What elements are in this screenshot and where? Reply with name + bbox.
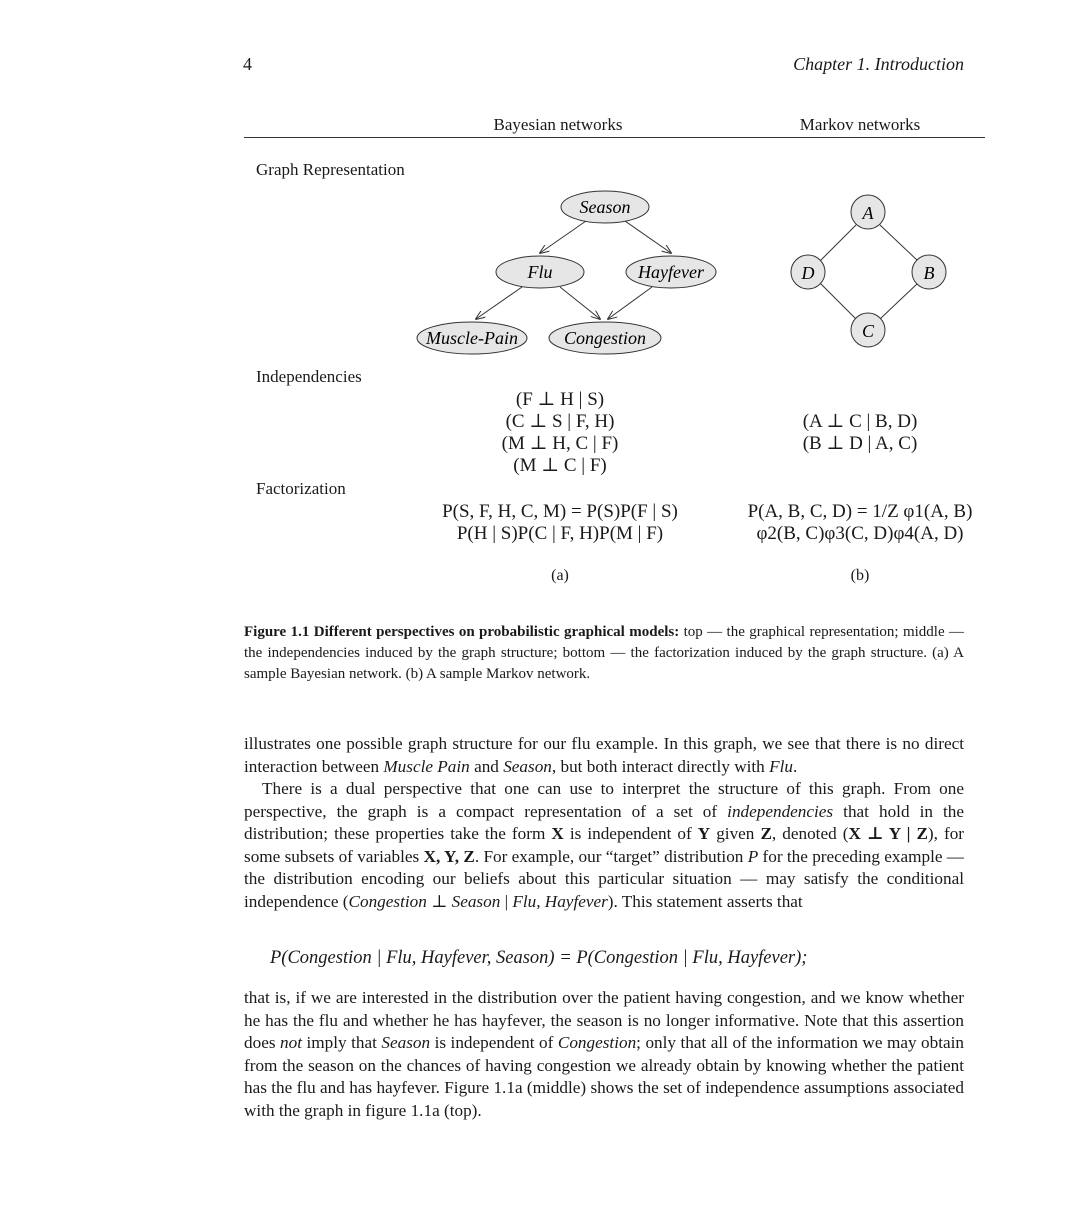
display-equation: P(Congestion | Flu, Hayfever, Season) = P(Congestion | Flu, Hayfever); [270, 948, 808, 968]
bayes-independency: (F ⊥ H | S) [515, 389, 605, 410]
markov-independency: (A ⊥ C | B, D) [802, 411, 918, 432]
column-head-markov: Markov networks [799, 115, 921, 134]
body-paragraph-3: that is, if we are interested in the distribution over the patient having congestion, and we know whether he has the flu and whether he has hayfever, the season is no longer informative. Note that this assertion does not imply that Season is independent of Congestion; only that all of the information we may obtain from the season on the chances of having congestion we already obtain by knowing whether the patient has the flu and has hayfever. Figure 1.1a (middle) shows the set of independence assumptions associated with the graph in figure 1.1a (top). [244, 988, 965, 1120]
node-b [912, 255, 946, 289]
node-flu-label: Flu [527, 262, 553, 282]
markov-independencies [745, 411, 975, 455]
node-a [851, 195, 885, 229]
edge-hayfever-congestion [608, 287, 652, 319]
edge-season-flu [540, 221, 586, 253]
caption-body: top — the graphical representation; middle — the independencies induced by the graph structure; bottom — the factorization induced by the graph structure. (a) A sample Bayesian network. (b) A sample Markov network. [244, 624, 964, 682]
bayes-factorization-line: P(H | S)P(C | F, H)P(M | F) [456, 523, 664, 544]
edge-season-hayfever [625, 221, 671, 253]
node-muscle-pain [417, 322, 527, 354]
bayes-independencies [440, 389, 680, 477]
row-label-factorization: Factorization [256, 479, 346, 498]
edge-d-c [820, 283, 856, 319]
edge-a-d [820, 225, 856, 261]
markov-factorization-line: φ2(B, C)φ3(C, D)φ4(A, D) [756, 523, 964, 544]
subfigure-label-a: (a) [551, 567, 569, 584]
node-season [561, 191, 649, 223]
node-d-label: D [801, 263, 815, 283]
bayes-factorization [405, 501, 715, 545]
figure-graphs [0, 0, 1080, 380]
subfigure-label-b: (b) [850, 567, 870, 584]
edge-a-b [880, 225, 918, 261]
body-paragraph-1: illustrates one possible graph structure for our flu example. In this graph, we see that there is no direct interaction between Muscle Pain and Season, but both interact directly with Flu. [244, 734, 964, 776]
bayes-factorization-line: P(S, F, H, C, M) = P(S)P(F | S) [442, 501, 678, 522]
body-paragraph-2: There is a dual perspective that one can use to interpret the structure of this graph. From one perspective, the graph is a compact representation of a set of independencies that hold in the distribution; these properties take the form X is independent of Y given Z, denoted (X ⊥ Y | Z), for some subsets of variables X, Y, Z. For example, our “target” distribution P for the preceding example — the distribution encoding our beliefs about this particular situation — may satisfy the conditional independence (Congestion ⊥ Season | Flu, Hayfever). This statement asserts that [244, 779, 965, 911]
caption-head: Figure 1.1 Different perspectives on probabilistic graphical models: [244, 624, 680, 640]
node-muscle-pain-label: Muscle-Pain [426, 328, 518, 348]
row-label-independencies: Independencies [256, 367, 362, 386]
node-d [791, 255, 825, 289]
node-b-label: B [923, 263, 935, 283]
node-congestion-label: Congestion [563, 328, 647, 348]
node-hayfever-label: Hayfever [638, 262, 704, 282]
markov-factorization-line: P(A, B, C, D) = 1/Z φ1(A, B) [747, 501, 973, 522]
node-hayfever [626, 256, 716, 288]
bayes-independency: (M ⊥ C | F) [513, 455, 607, 476]
node-flu [496, 256, 584, 288]
bayes-independency: (M ⊥ H, C | F) [501, 433, 619, 454]
node-season-label: Season [579, 197, 631, 217]
node-congestion [549, 322, 661, 354]
node-c [851, 313, 885, 347]
edge-flu-musclepain [476, 287, 522, 319]
edge-flu-congestion [560, 287, 600, 319]
node-a-label: A [862, 203, 874, 223]
edge-b-c [880, 283, 918, 319]
row-label-graph: Graph Representation [256, 160, 405, 179]
bayes-independency: (C ⊥ S | F, H) [505, 411, 615, 432]
markov-factorization [730, 501, 990, 545]
node-c-label: C [861, 321, 875, 341]
running-head: Chapter 1. Introduction [793, 54, 964, 74]
page-number: 4 [243, 54, 252, 74]
markov-independency: (B ⊥ D | A, C) [802, 433, 918, 454]
figure-caption [244, 622, 964, 685]
column-head-bayesian: Bayesian networks [493, 115, 623, 134]
